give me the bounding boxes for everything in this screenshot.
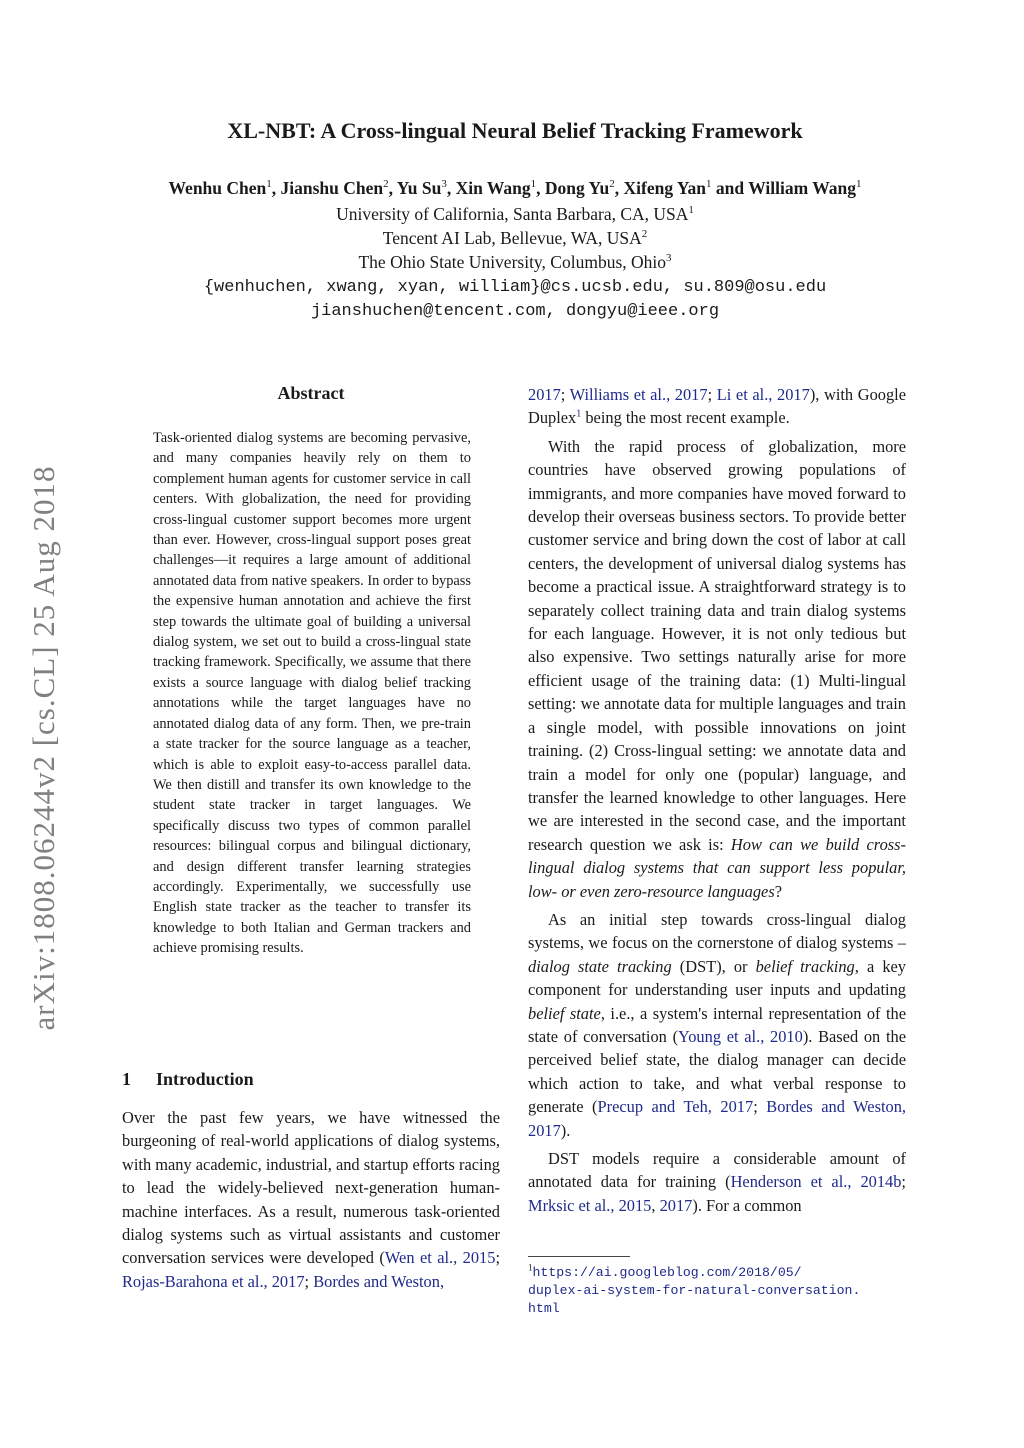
- author: Wenhu Chen: [168, 178, 267, 198]
- affiliation: The Ohio State University, Columbus, Ohio$^3$: [358, 252, 672, 272]
- footnote-number: 1: [528, 1262, 533, 1273]
- author: Xifeng Yan: [623, 178, 707, 198]
- citation-link[interactable]: Williams et al., 2017: [569, 385, 708, 404]
- footnote-marker[interactable]: 1: [576, 408, 582, 420]
- citation-link[interactable]: Precup and Teh, 2017: [597, 1097, 754, 1117]
- intro-paragraph: Over the past few years, we have witnessed the burgeoning of real-world applications of dialog systems, with many academic, industrial, and startup efforts racing to lead the widely-believed next-generation human-machine interfaces. As a result, numerous task-oriented dialog systems such as virtual assistants and customer conversation services were developed (Wen et al., 2015; Rojas-Barahona et al., 2017; Bordes and Weston,: [122, 1108, 500, 1291]
- citation-link[interactable]: Bordes and Weston, 2017: [528, 1097, 906, 1140]
- citation-link[interactable]: Young et al., 2010: [678, 1026, 803, 1046]
- section-title: Introduction: [156, 1069, 254, 1089]
- citation-link[interactable]: 2017: [659, 1195, 693, 1215]
- affiliation: Tencent AI Lab, Bellevue, WA, USA$^2$: [382, 228, 648, 248]
- arxiv-stamp: arXiv:1808.06244v2 [cs.CL] 25 Aug 2018: [26, 465, 61, 1031]
- citation-link[interactable]: Bordes and Weston,: [313, 1271, 445, 1291]
- paragraph: With the rapid process of globalization, more countries have observed growing populations of immigrants, and more companies have moved forward to develop their overseas business sectors. To provide better customer service and bring down the cost of labor at call centers, the development of universal dialog systems has become a practical issue. A straightforward strategy is to separately collect training data and train dialog systems for each language. However, it is not only tedious but also expensive. Two settings naturally arise for more efficient usage of the training data: (1) Multi-lingual setting: we annotate data for multiple languages and train a single model, with possible innovations on joint training. (2) Cross-lingual setting: we annotate data and train a model for only one (popular) language, and transfer the learned knowledge to other languages. Here we are interested in the second case, and the important research question we ask is: How can we build cross-lingual dialog systems that can support less popular, low- or even zero-resource languages?: [528, 436, 906, 901]
- email-line: {wenhuchen, xwang, xyan, william}@cs.ucsb.edu, su.809@osu.edu: [203, 278, 827, 297]
- section-heading: [122, 1069, 254, 1090]
- paragraph: DST models require a considerable amount of annotated data for training (Henderson et al., 2014b; Mrksic et al., 2015, 2017). For a common: [528, 1149, 906, 1215]
- affiliation: University of California, Santa Barbara, CA, USA$^1$: [336, 204, 694, 224]
- citation-link[interactable]: Li et al., 2017: [716, 385, 810, 404]
- author: William Wang: [748, 178, 856, 198]
- author: Yu Su: [396, 178, 442, 198]
- author: Dong Yu: [544, 178, 610, 198]
- footnote-divider: [528, 1256, 630, 1257]
- citation-link[interactable]: Rojas-Barahona et al., 2017: [122, 1271, 305, 1291]
- abstract-text: Task-oriented dialog systems are becoming pervasive, and many companies heavily rely on them to complement human agents for customer service in call centers. With globalization, the need for providing cross-lingual customer support becomes more urgent than ever. However, cross-lingual support poses great challenges—it requires a large amount of additional annotated data from native speakers. In order to bypass the expensive human annotation and achieve the first step towards the ultimate goal of building a universal dialog system, we set out to build a cross-lingual state tracking framework. Specifically, we assume that there exists a source language with dialog belief tracking annotations while the target languages have no annotated dialog data of any form. Then, we pre-train a state tracker for the source language as a teacher, which is able to exploit easy-to-access parallel data. We then distill and transfer its own knowledge to the student state tracker in target languages. We specifically discuss two types of common parallel resources: bilingual corpus and bilingual dictionary, and design different transfer learning strategies accordingly. Experimentally, we successfully use English state tracker as the teacher to transfer its knowledge to both Italian and German trackers and achieve promising results.: [153, 430, 471, 957]
- footnote: [528, 1264, 928, 1318]
- abstract-heading: Abstract: [277, 383, 345, 403]
- author-list: Wenhu Chen$^1$, Jianshu Chen$^2$, Yu Su$^3$, Xin Wang$^1$, Dong Yu$^2$, Xifeng Yan$^1$ and William Wang$^1$: [168, 178, 862, 198]
- paragraph-continuation: 2017; Williams et al., 2017; Li et al., 2017), with Google Duplex$^1$ being the most recent example.: [528, 385, 906, 428]
- author: Xin Wang: [455, 178, 531, 198]
- footnote-url[interactable]: https://ai.googleblog.com/2018/05/ duplex-ai-system-for-natural-conversation. html: [528, 1265, 861, 1316]
- section-number: 1: [122, 1069, 131, 1089]
- citation-link[interactable]: Henderson et al., 2014b: [730, 1172, 902, 1192]
- author-conjunction: and: [715, 178, 745, 198]
- author: Jianshu Chen: [280, 178, 384, 198]
- right-column: [528, 383, 906, 1222]
- paper-title: XL-NBT: A Cross-lingual Neural Belief Tracking Framework: [227, 118, 803, 143]
- citation-link[interactable]: 2017: [528, 385, 561, 404]
- paragraph: As an initial step towards cross-lingual dialog systems, we focus on the cornerstone of dialog systems – dialog state tracking (DST), or belief tracking, a key component for understanding user inputs and updating belief state, i.e., a system's internal representation of the state of conversation (Young et al., 2010). Based on the perceived belief state, the dialog manager can decide which action to take, and what verbal response to generate (Precup and Teh, 2017; Bordes and Weston, 2017).: [528, 909, 906, 1140]
- email-line: jianshuchen@tencent.com, dongyu@ieee.org: [310, 302, 720, 321]
- citation-link[interactable]: Wen et al., 2015: [384, 1248, 496, 1268]
- citation-link[interactable]: Mrksic et al., 2015: [528, 1195, 652, 1215]
